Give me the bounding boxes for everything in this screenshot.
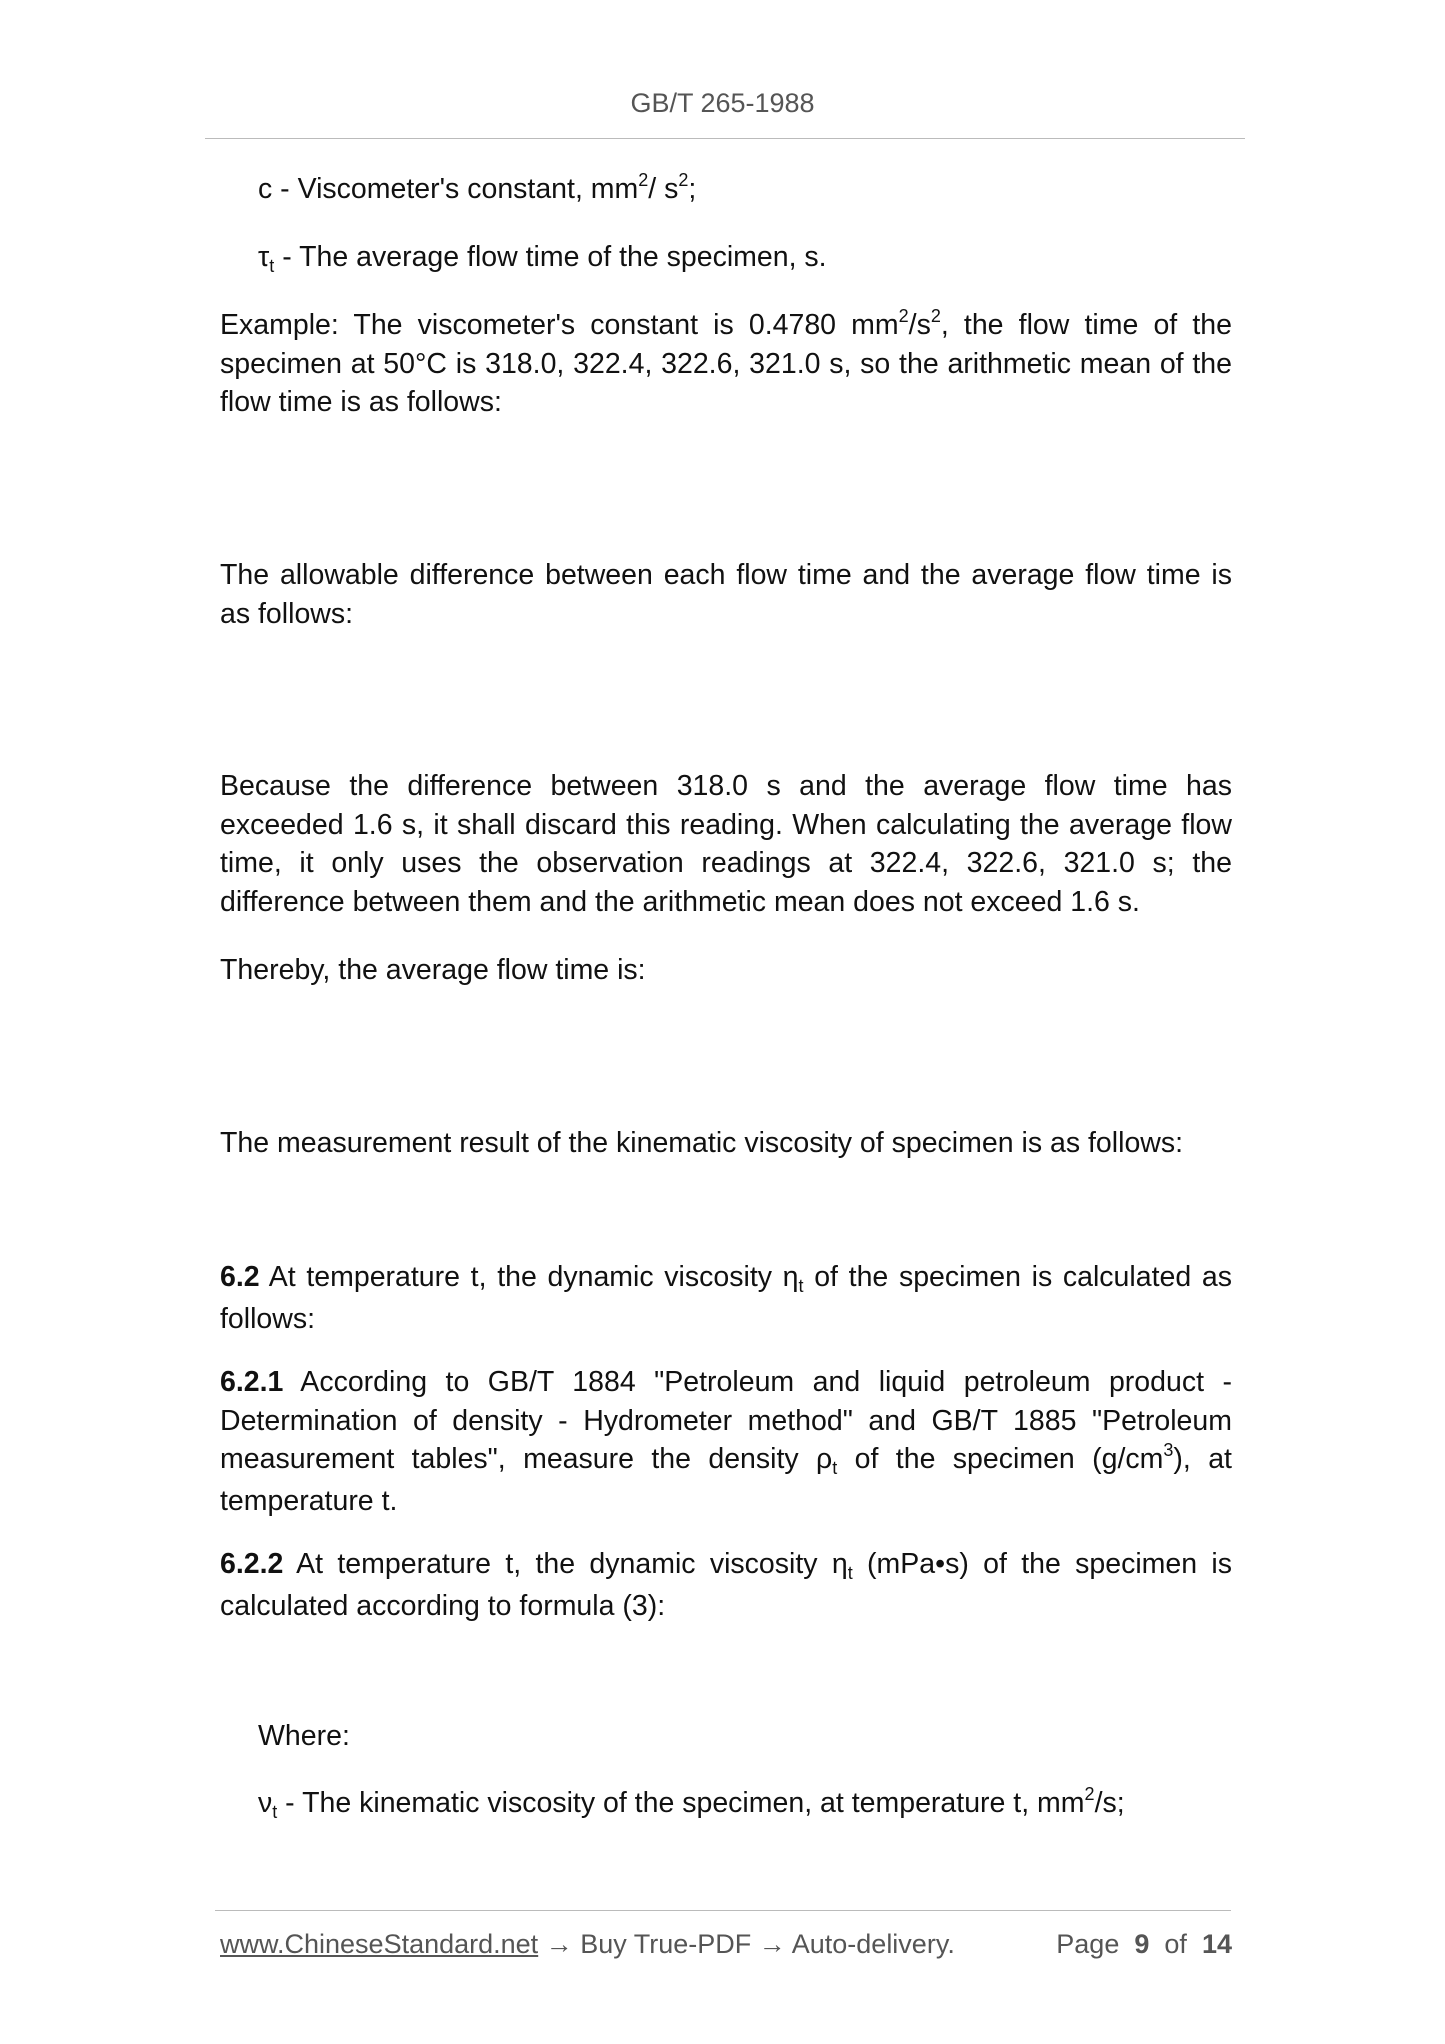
page-indicator: Page 9 of 14 [1056, 1929, 1232, 1959]
section-number: 6.2.2 [220, 1548, 284, 1580]
section-number: 6.2 [220, 1261, 260, 1293]
allowable-difference-paragraph: The allowable difference between each flow time and the average flow time is as follows: [220, 559, 1232, 630]
measurement-result-paragraph: The measurement result of the kinematic viscosity of specimen is as follows: [220, 1127, 1184, 1159]
header-divider [205, 138, 1245, 139]
average-flow-time-paragraph: Thereby, the average flow time is: [220, 954, 646, 986]
discard-reading-paragraph: Because the difference between 318.0 s and the average flow time has exceeded 1.6 s, it shall discard this reading. When calculating the average flow time, it only uses the observation readings at 322.4, 322.6, 321.0 s; the difference between them and the arithmetic mean does not exceed 1.6 s. [220, 770, 1232, 918]
nu-definition: $\nu_t$ - The kinematic viscosity of the specimen, at temperature t, $mm^2/s$; [258, 1783, 1125, 1822]
page-footer [220, 1929, 1232, 1960]
footer-promo: → Buy True-PDF → Auto-delivery. [538, 1929, 955, 1959]
section-6-2-1: 6.2.1 According to GB/T 1884 "Petroleum and liquid petroleum product - Determination of density - Hydrometer method" and GB/T 1885 "Petroleum measurement tables", measure the density $\rho_t$ of the specimen $(g/cm^3)$, at temperature t. [220, 1366, 1232, 1517]
document-header: GB/T 265-1988 [630, 88, 815, 118]
tau-definition: $\tau_t$ - The average flow time of the specimen, s. [258, 241, 827, 276]
where-label: Where: [258, 1720, 350, 1752]
footer-divider [215, 1910, 1231, 1911]
section-6-2: 6.2 At temperature t, the dynamic viscosity $\eta_t$ of the specimen is calculated as follows: [220, 1261, 1232, 1335]
c-definition: c - Viscometer's constant, $mm^2/$ $s^2$; [258, 169, 697, 205]
section-number: 6.2.1 [220, 1366, 284, 1398]
section-6-2-2: 6.2.2 At temperature t, the dynamic viscosity $\eta_t$ (mPa•s) of the specimen is calculated according to formula (3): [220, 1548, 1232, 1622]
chinesestandard-link[interactable]: www.ChineseStandard.net [220, 1929, 539, 1959]
example-paragraph: Example: The viscometer's constant is 0.4780 $mm^2/s^2$, the flow time of the specimen at 50°C is 318.0, 322.4, 322.6, 321.0 s, so the arithmetic mean of the flow time is as follows: [220, 305, 1232, 418]
